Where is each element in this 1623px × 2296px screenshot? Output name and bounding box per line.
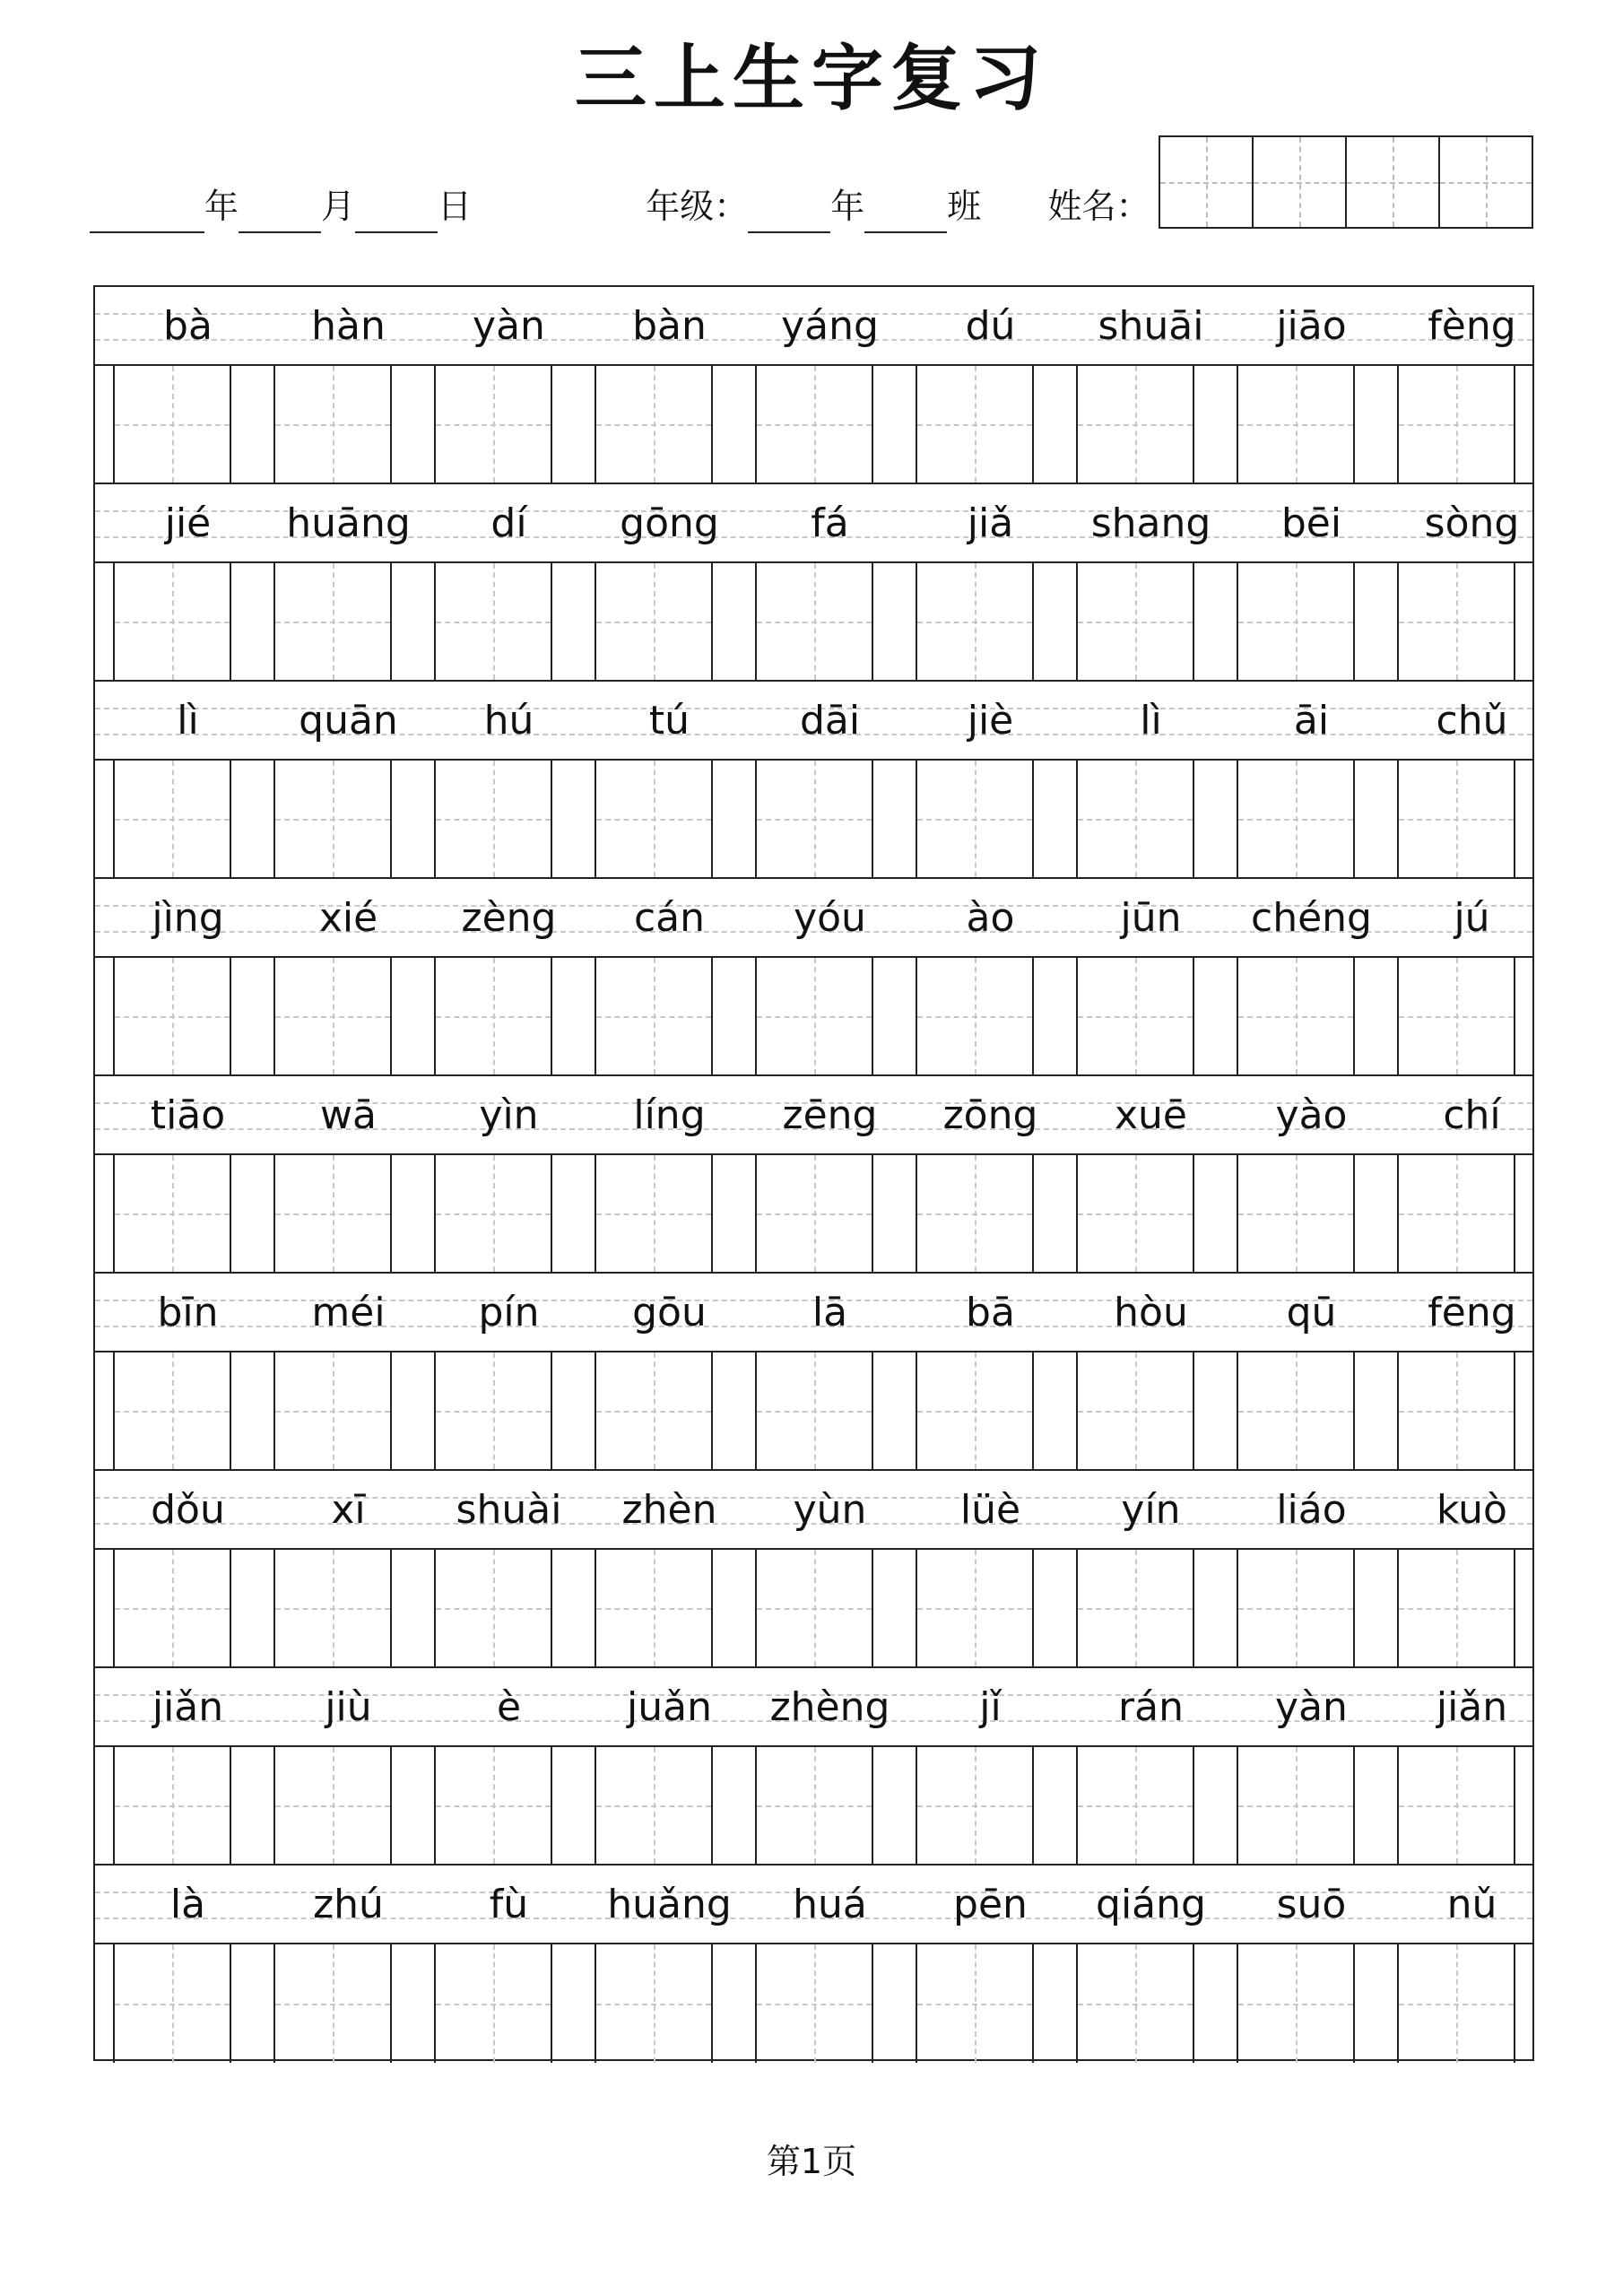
tian-grid-box[interactable]: [113, 1944, 231, 2063]
pinyin-label: zhú: [313, 1882, 384, 1927]
pinyin-label: āi: [1293, 698, 1330, 744]
pinyin-label: lüè: [959, 1487, 1021, 1533]
tian-grid-box[interactable]: [1397, 1944, 1515, 2063]
tian-grid-box[interactable]: [434, 958, 552, 1074]
pinyin-row: [95, 1866, 1532, 1944]
pinyin-label: bēi: [1280, 500, 1342, 546]
pinyin-label: méi: [311, 1290, 386, 1335]
pinyin-label: hú: [483, 698, 534, 744]
pinyin-row: [95, 1076, 1532, 1155]
day-blank[interactable]: [355, 192, 438, 233]
pinyin-label: ào: [966, 895, 1015, 941]
pinyin-label: jiǎ: [967, 500, 1014, 546]
pinyin-label: shang: [1090, 500, 1211, 546]
tian-grid-box[interactable]: [273, 958, 392, 1074]
grade-blank[interactable]: [748, 192, 830, 233]
writing-grid-row: [95, 1352, 1532, 1471]
pinyin-label: bà: [163, 303, 213, 349]
pinyin-label: xié: [318, 895, 378, 941]
tian-grid-box[interactable]: [113, 366, 231, 483]
pinyin-label: qū: [1286, 1290, 1337, 1335]
pinyin-label: shuāi: [1098, 303, 1204, 349]
tian-grid-box[interactable]: [755, 1352, 873, 1469]
tian-grid-box[interactable]: [1397, 1747, 1515, 1864]
grade-label: 年级：: [646, 187, 749, 226]
tian-grid-box[interactable]: [1397, 1550, 1515, 1666]
class-label: 班: [947, 187, 982, 226]
tian-grid-box[interactable]: [916, 366, 1034, 483]
tian-grid-box[interactable]: [434, 1944, 552, 2063]
name-box[interactable]: [1254, 137, 1347, 227]
pinyin-label: suō: [1276, 1882, 1347, 1927]
name-label: 姓名：: [1047, 187, 1150, 226]
pinyin-label: qiáng: [1096, 1882, 1206, 1927]
class-blank[interactable]: [864, 192, 947, 233]
pinyin-label: yáng: [781, 303, 879, 349]
tian-grid-box[interactable]: [1237, 1944, 1355, 2063]
name-box[interactable]: [1160, 137, 1254, 227]
tian-grid-box[interactable]: [595, 1550, 713, 1666]
pinyin-label: gōu: [632, 1290, 707, 1335]
tian-grid-box[interactable]: [273, 366, 392, 483]
pinyin-label: jié: [164, 500, 212, 546]
pinyin-label: zōng: [942, 1092, 1038, 1138]
tian-grid-box[interactable]: [595, 1747, 713, 1864]
tian-grid-box[interactable]: [434, 563, 552, 680]
tian-grid-box[interactable]: [273, 563, 392, 680]
pinyin-label: bīn: [157, 1290, 219, 1335]
pinyin-label: dú: [965, 303, 1016, 349]
character-worksheet: [93, 285, 1534, 2061]
pinyin-label: dāi: [799, 698, 861, 744]
pinyin-label: xī: [331, 1487, 366, 1533]
pinyin-label: jiǎn: [152, 1684, 224, 1730]
date-class-header: [90, 179, 1150, 233]
tian-grid-box[interactable]: [595, 1155, 713, 1272]
tian-grid-box[interactable]: [755, 1155, 873, 1272]
pinyin-row: [95, 682, 1532, 761]
pinyin-label: yùn: [793, 1487, 867, 1533]
tian-grid-box[interactable]: [595, 761, 713, 877]
tian-grid-box[interactable]: [755, 1550, 873, 1666]
tian-grid-box[interactable]: [434, 1550, 552, 1666]
tian-grid-box[interactable]: [595, 958, 713, 1074]
tian-grid-box[interactable]: [916, 1944, 1034, 2063]
tian-grid-box[interactable]: [1076, 1155, 1194, 1272]
pinyin-label: jiù: [325, 1684, 372, 1730]
name-writing-grid[interactable]: [1159, 135, 1533, 229]
pinyin-label: fēng: [1428, 1290, 1516, 1335]
tian-grid-box[interactable]: [1397, 1155, 1515, 1272]
tian-grid-box[interactable]: [755, 366, 873, 483]
tian-grid-box[interactable]: [916, 958, 1034, 1074]
pinyin-label: pín: [478, 1290, 540, 1335]
tian-grid-box[interactable]: [1237, 563, 1355, 680]
pinyin-label: chǔ: [1436, 698, 1508, 744]
tian-grid-box[interactable]: [1076, 1747, 1194, 1864]
tian-grid-box[interactable]: [916, 1550, 1034, 1666]
tian-grid-box[interactable]: [1237, 1747, 1355, 1864]
tian-grid-box[interactable]: [1237, 761, 1355, 877]
pinyin-label: yín: [1121, 1487, 1181, 1533]
pinyin-label: lā: [812, 1290, 848, 1335]
pinyin-label: zēng: [782, 1092, 878, 1138]
tian-grid-box[interactable]: [434, 1747, 552, 1864]
tian-grid-box[interactable]: [916, 563, 1034, 680]
pinyin-label: yóu: [794, 895, 866, 941]
tian-grid-box[interactable]: [595, 1352, 713, 1469]
tian-grid-box[interactable]: [273, 1550, 392, 1666]
tian-grid-box[interactable]: [1076, 761, 1194, 877]
tian-grid-box[interactable]: [755, 1944, 873, 2063]
tian-grid-box[interactable]: [1237, 1550, 1355, 1666]
pinyin-label: zhèn: [621, 1487, 717, 1533]
pinyin-row: [95, 1668, 1532, 1747]
pinyin-label: jiāo: [1276, 303, 1347, 349]
pinyin-label: wā: [320, 1092, 377, 1138]
tian-grid-box[interactable]: [916, 1155, 1034, 1272]
tian-grid-box[interactable]: [595, 1944, 713, 2063]
name-box[interactable]: [1440, 137, 1532, 227]
tian-grid-box[interactable]: [273, 1155, 392, 1272]
pinyin-label: jiǎn: [1436, 1684, 1508, 1730]
tian-grid-box[interactable]: [755, 563, 873, 680]
tian-grid-box[interactable]: [1397, 958, 1515, 1074]
pinyin-label: bā: [966, 1290, 1015, 1335]
pinyin-label: lì: [1140, 698, 1162, 744]
pinyin-label: cán: [633, 895, 706, 941]
tian-grid-box[interactable]: [273, 1747, 392, 1864]
pinyin-label: shuài: [456, 1487, 562, 1533]
tian-grid-box[interactable]: [113, 1550, 231, 1666]
month-label: 月: [321, 187, 356, 226]
tian-grid-box[interactable]: [434, 1352, 552, 1469]
pinyin-row: [95, 1471, 1532, 1550]
writing-grid-row: [95, 563, 1532, 682]
tian-grid-box[interactable]: [1076, 563, 1194, 680]
pinyin-label: bàn: [632, 303, 707, 349]
pinyin-label: gōng: [620, 500, 719, 546]
pinyin-label: jǐ: [979, 1684, 1002, 1730]
writing-grid-row: [95, 761, 1532, 879]
tian-grid-box[interactable]: [113, 1352, 231, 1469]
pinyin-label: yàn: [1275, 1684, 1348, 1730]
page-number: 第1页: [766, 2142, 857, 2181]
tian-grid-box[interactable]: [113, 1155, 231, 1272]
pinyin-row: [95, 1274, 1532, 1352]
pinyin-label: chí: [1443, 1092, 1501, 1138]
tian-grid-box[interactable]: [1397, 563, 1515, 680]
day-label: 日: [438, 187, 473, 226]
tian-grid-box[interactable]: [916, 761, 1034, 877]
tian-grid-box[interactable]: [1397, 366, 1515, 483]
pinyin-label: tú: [648, 698, 690, 744]
pinyin-label: hòu: [1114, 1290, 1188, 1335]
tian-grid-box[interactable]: [273, 761, 392, 877]
grade-year-label: 年: [830, 187, 865, 226]
writing-grid-row: [95, 1944, 1532, 2063]
tian-grid-box[interactable]: [113, 761, 231, 877]
tian-grid-box[interactable]: [916, 1747, 1034, 1864]
pinyin-label: fèng: [1428, 303, 1516, 349]
tian-grid-box[interactable]: [1397, 761, 1515, 877]
pinyin-label: yìn: [479, 1092, 539, 1138]
pinyin-label: yàn: [473, 303, 545, 349]
tian-grid-box[interactable]: [434, 1155, 552, 1272]
pinyin-label: fù: [489, 1882, 529, 1927]
tian-grid-box[interactable]: [1076, 1550, 1194, 1666]
pinyin-label: kuò: [1436, 1487, 1507, 1533]
writing-grid-row: [95, 1550, 1532, 1668]
pinyin-label: yào: [1275, 1092, 1348, 1138]
tian-grid-box[interactable]: [1237, 1155, 1355, 1272]
pinyin-label: dí: [490, 500, 527, 546]
pinyin-label: quān: [299, 698, 398, 744]
tian-grid-box[interactable]: [434, 366, 552, 483]
pinyin-label: lì: [177, 698, 199, 744]
tian-grid-box[interactable]: [1237, 1352, 1355, 1469]
tian-grid-box[interactable]: [755, 958, 873, 1074]
tian-grid-box[interactable]: [113, 563, 231, 680]
pinyin-label: dǒu: [151, 1487, 225, 1533]
pinyin-label: juǎn: [627, 1684, 712, 1730]
tian-grid-box[interactable]: [113, 1747, 231, 1864]
pinyin-label: sòng: [1424, 500, 1520, 546]
year-label: 年: [204, 187, 239, 226]
tian-grid-box[interactable]: [755, 761, 873, 877]
pinyin-label: chéng: [1251, 895, 1372, 941]
pinyin-label: è: [496, 1684, 522, 1730]
writing-grid-row: [95, 366, 1532, 484]
name-box[interactable]: [1347, 137, 1440, 227]
tian-grid-box[interactable]: [113, 958, 231, 1074]
tian-grid-box[interactable]: [595, 563, 713, 680]
pinyin-label: huāng: [286, 500, 411, 546]
pinyin-label: xuē: [1115, 1092, 1187, 1138]
tian-grid-box[interactable]: [595, 366, 713, 483]
tian-grid-box[interactable]: [1076, 366, 1194, 483]
pinyin-label: fá: [811, 500, 849, 546]
pinyin-label: huá: [793, 1882, 867, 1927]
tian-grid-box[interactable]: [273, 1944, 392, 2063]
pinyin-label: zhèng: [769, 1684, 890, 1730]
pinyin-label: rán: [1118, 1684, 1184, 1730]
pinyin-label: jú: [1454, 895, 1490, 941]
tian-grid-box[interactable]: [273, 1352, 392, 1469]
pinyin-label: huǎng: [607, 1882, 732, 1927]
tian-grid-box[interactable]: [916, 1352, 1034, 1469]
tian-grid-box[interactable]: [1076, 958, 1194, 1074]
pinyin-label: jūn: [1120, 895, 1182, 941]
tian-grid-box[interactable]: [1397, 1352, 1515, 1469]
page-title: 三上生字复习: [575, 37, 1048, 120]
pinyin-label: zèng: [461, 895, 557, 941]
tian-grid-box[interactable]: [1237, 958, 1355, 1074]
pinyin-label: nǔ: [1446, 1882, 1497, 1927]
pinyin-label: líng: [633, 1092, 706, 1138]
tian-grid-box[interactable]: [434, 761, 552, 877]
pinyin-label: tiāo: [150, 1092, 226, 1138]
pinyin-row: [95, 484, 1532, 563]
month-blank[interactable]: [239, 192, 321, 233]
tian-grid-box[interactable]: [755, 1747, 873, 1864]
writing-grid-row: [95, 958, 1532, 1076]
writing-grid-row: [95, 1747, 1532, 1866]
pinyin-label: hàn: [311, 303, 386, 349]
pinyin-label: jìng: [152, 895, 224, 941]
pinyin-label: pēn: [953, 1882, 1028, 1927]
pinyin-row: [95, 287, 1532, 366]
pinyin-label: jiè: [967, 698, 1014, 744]
pinyin-label: là: [169, 1882, 206, 1927]
tian-grid-box[interactable]: [1076, 1352, 1194, 1469]
tian-grid-box[interactable]: [1237, 366, 1355, 483]
tian-grid-box[interactable]: [1076, 1944, 1194, 2063]
writing-grid-row: [95, 1155, 1532, 1274]
pinyin-label: liáo: [1276, 1487, 1347, 1533]
pinyin-row: [95, 879, 1532, 958]
year-blank[interactable]: [90, 192, 204, 233]
